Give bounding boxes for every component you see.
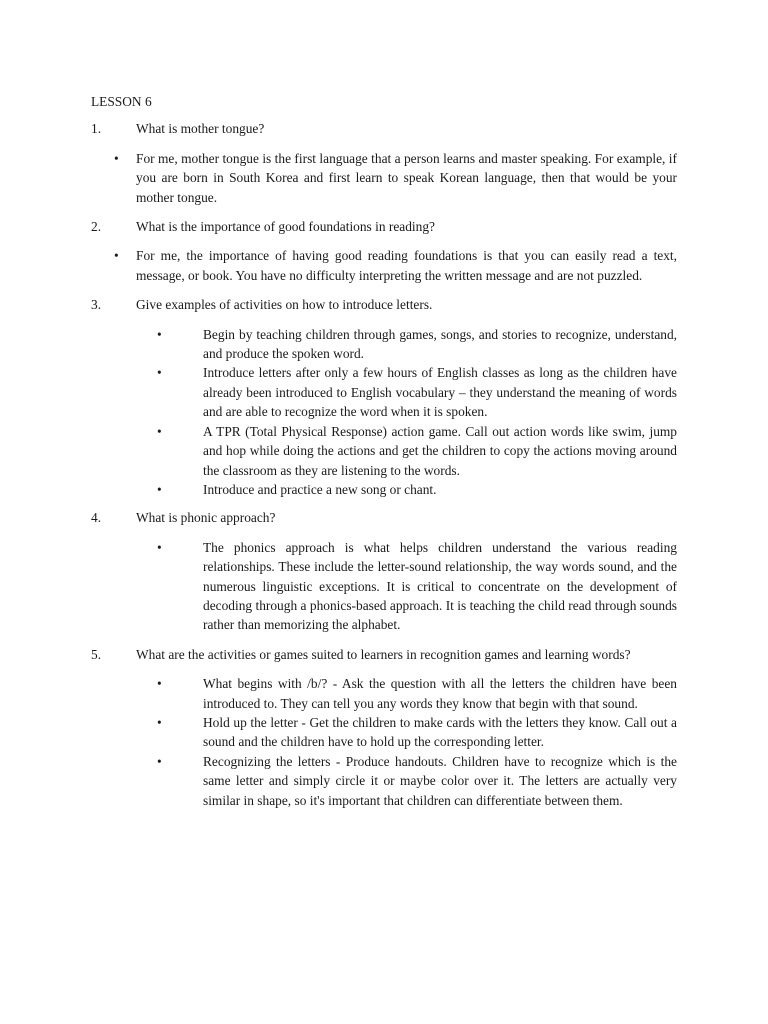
- list-item: [91, 422, 677, 480]
- question-text: What are the activities or games suited to learners in recognition games and learning words?: [136, 646, 631, 662]
- document-page: [91, 92, 677, 810]
- answer-list-5: [91, 674, 677, 810]
- list-item: [91, 752, 677, 810]
- list-item: [91, 538, 677, 635]
- bullet-icon: •: [114, 248, 119, 264]
- bullet-icon: •: [157, 676, 162, 692]
- question-1: [91, 119, 677, 138]
- answer-text: Introduce and practice a new song or chant.: [203, 481, 437, 497]
- bullet-icon: •: [157, 481, 162, 497]
- question-text: What is phonic approach?: [136, 510, 276, 526]
- bullet-icon: •: [157, 714, 162, 730]
- question-number: 3.: [91, 297, 102, 313]
- answer-text: Introduce letters after only a few hours of English classes as long as the children have already been introduced to English vocabulary – they understand the meaning of words and are able to recognize the word when it is spoken.: [203, 365, 677, 420]
- question-number: 4.: [91, 510, 102, 526]
- question-number: 5.: [91, 646, 102, 662]
- answer-list-4: [91, 538, 677, 635]
- question-3: [91, 295, 677, 314]
- question-2: [91, 217, 677, 236]
- answer-text: A TPR (Total Physical Response) action game. Call out action words like swim, jump and hop while doing the actions and get the children to copy the actions moving around the classroom as they are listening to the words.: [203, 423, 677, 478]
- question-4: [91, 508, 677, 527]
- page-title: LESSON 6: [91, 94, 152, 109]
- bullet-icon: •: [157, 423, 162, 439]
- question-text: What is mother tongue?: [136, 121, 265, 137]
- question-text: Give examples of activities on how to introduce letters.: [136, 297, 433, 313]
- answer-text: Begin by teaching children through games, songs, and stories to recognize, understand, and produce the spoken word.: [203, 326, 677, 362]
- answer-list-3: [91, 325, 677, 500]
- bullet-icon: •: [157, 753, 162, 769]
- question-number: 2.: [91, 219, 102, 235]
- bullet-icon: •: [157, 539, 162, 555]
- list-item: [91, 674, 677, 713]
- list-item: [91, 149, 677, 207]
- list-item: [91, 246, 677, 285]
- answer-text: Recognizing the letters - Produce handouts. Children have to recognize which is the same letter and simply circle it or maybe color over it. The letters are actually very similar in shape, so it's important that children can differentiate between them.: [203, 753, 677, 808]
- answer-text: What begins with /b/? - Ask the question with all the letters the children have been introduced to. They can tell you any words they know that begin with that sound.: [203, 676, 677, 711]
- list-item: [91, 713, 677, 752]
- answer-text: Hold up the letter - Get the children to make cards with the letters they know. Call out a sound and the children have to hold up the corresponding letter.: [203, 714, 677, 750]
- answer-text: For me, mother tongue is the first language that a person learns and master speaking. For example, if you are born in South Korea and first learn to speak Korean language, then that would be your mother tongue.: [136, 150, 677, 205]
- bullet-icon: •: [114, 150, 119, 166]
- question-number: 1.: [91, 121, 102, 137]
- list-item: [91, 480, 677, 499]
- list-item: [91, 363, 677, 421]
- question-5: [91, 645, 677, 664]
- list-item: [91, 325, 677, 364]
- answer-text: The phonics approach is what helps children understand the various reading relationships. These include the letter-sound relationship, the way words sound, and the numerous linguistic exceptions. It is critical to concentrate on the development of decoding through a phonics-based approach. It is teaching the child read through sounds rather than memorizing the alphabet.: [203, 539, 677, 633]
- answer-list-2: [91, 246, 677, 285]
- bullet-icon: •: [157, 365, 162, 381]
- question-text: What is the importance of good foundations in reading?: [136, 219, 435, 235]
- answer-list-1: [91, 149, 677, 207]
- bullet-icon: •: [157, 326, 162, 342]
- answer-text: For me, the importance of having good reading foundations is that you can easily read a text, message, or book. You have no difficulty interpreting the written message and are not puzzled.: [136, 248, 677, 283]
